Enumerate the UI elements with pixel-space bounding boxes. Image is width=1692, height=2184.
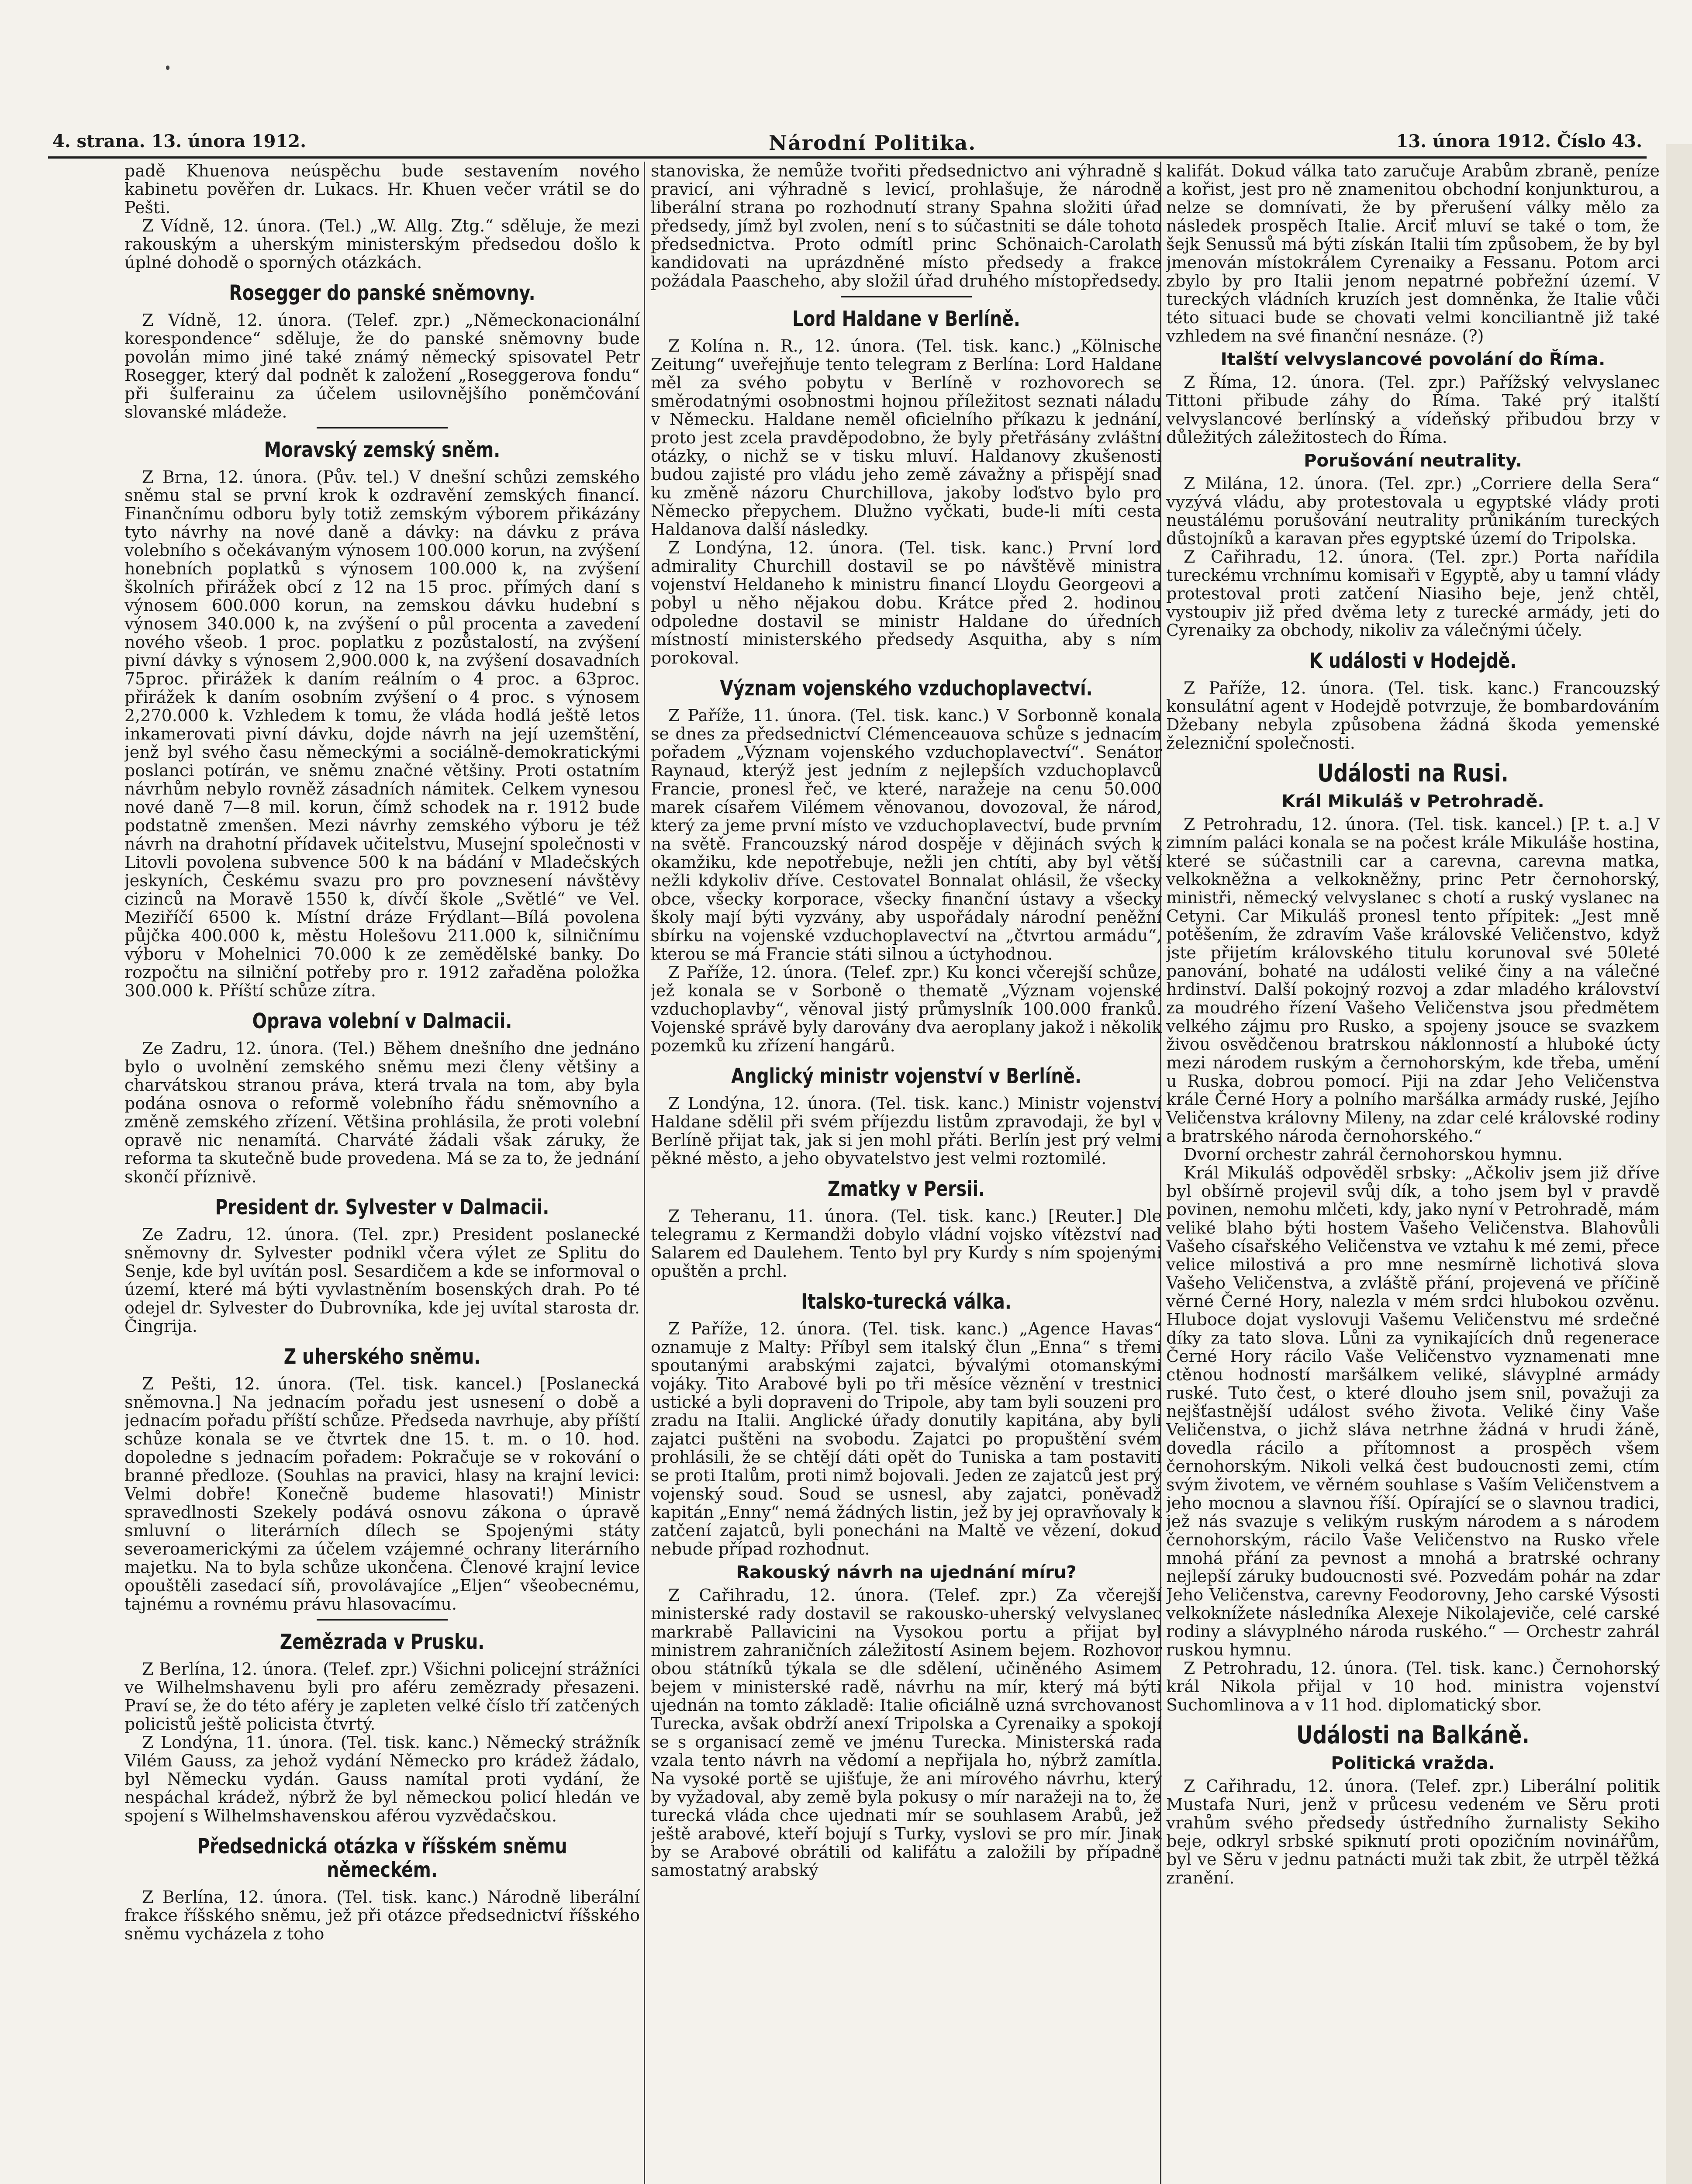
headline: Rosegger do panské sněmovny. — [229, 281, 535, 305]
paragraph: Z Londýna, 11. února. (Tel. tisk. kanc.) Německý strážník Vilém Gauss, za jehož vydání Německo pro krádež žádalo, byl Německu vydán. Gauss namítal proti vydání, že nespáchal krádež, nýbrž že byl německou policí hledán ve spojení s Wilhelmshavenskou aférou vyzvědačskou. — [124, 1733, 640, 1825]
ink-mark — [166, 66, 169, 70]
paragraph: Z Londýna, 12. února. (Tel. tisk. kanc.) První lord admirality Churchill dostavil se po návštěvě ministra vojenství Heldaneho k ministru financí Lloydu Georgeovi a pobyl u něho nějakou dobu. Krátce před 2. hodinou odpoledne dostavil se ministr Haldane do úředních místností ministerského předsedy Asquitha, aby s ním porokoval. — [651, 538, 1162, 667]
headline: Předsednická otázka v říšském sněmu německém. — [197, 1834, 567, 1882]
divider — [317, 1619, 448, 1621]
paragraph: Z Paříže, 12. února. (Telef. zpr.) Ku konci včerejší schůze, jež konala se v Sorboně o thematě „Význam vojenské vzduchoplavby“, věnoval jistý průmyslník 100.000 franků. Vojenské správě byly darovány dva aeroplany jakož i několik pozemků ku zřízení hangárů. — [651, 963, 1162, 1055]
page-edge — [1666, 144, 1692, 2184]
paragraph: Z Cařihradu, 12. února. (Telef. zpr.) Za včerejší ministerské rady dostavil se rakousko-uherský velvyslanec markrabě Pallavicini na Vysokou portu a přijat byl ministrem zahraničních záležitostí Asinem bejem. Rozhovor obou státníků týkala se dle sdělení, učiněného Asimem bejem v ministerské radě, návrhu na mír, který má býti ujednán na tomto základě: Italie oficiálně uzná svrchovanost Turecka, avšak obdrží anexí Tripolska a Cyrenaiky a spokojí se s organisací země ve jménu Turecka. Ministerská rada vzala tento návrh na vědomí a nepřijala ho, nýbrž zamítla. Na vysoké portě se ujišťuje, že ani mírového návrhu, který by vyžadoval, aby země byla pokusy o mír naražeji na to, že turecká vláda chce ujednati mír se souhlasem Arabů, jež ještě arabové, kteří bojují s Turky, vyslovi se pro mír. Jinak by se Arabové obrátili od kalifátu a založili by případně samostatný arabský — [651, 1586, 1162, 1880]
column-3 — [1166, 162, 1660, 2184]
header-rule — [48, 156, 1647, 159]
subheadline: Král Mikuláš v Petrohradě. — [1281, 791, 1544, 812]
subheadline: Rakouský návrh na ujednání míru? — [736, 1562, 1077, 1583]
headline: Anglický ministr vojenství v Berlíně. — [731, 1064, 1081, 1089]
paragraph: Z Říma, 12. února. (Tel. zpr.) Pařížský velvyslanec Tittoni přibude záhy do Říma. Také prý italští velvyslancové berlínský a vídeňský přibudou brzy v důležitých záležitostech do Říma. — [1166, 373, 1660, 447]
headline: Zemězrada v Prusku. — [280, 1630, 485, 1654]
paragraph: Z Kolína n. R., 12. února. (Tel. tisk. kanc.) „Kölnische Zeitung“ uveřejňuje tento telegram z Berlína: Lord Haldane měl za svého pobytu v Berlíně v rozhovorech se směrodatnými osobnostmi hojnou příležitost seznati náladu v Německu. Haldane neměl oficielního příkazu k jednání, proto jest zcela pravděpodobno, že byly přetřásány zvláštní otázky, o nichž se v tisku mluví. Haldanovy zkušenosti budou zajisté pro vládu jeho země závažny a přispějí snad ku změně názoru Churchillova, jakoby loďstvo bylo pro Německo přepychem. Dlužno vyčkati, bude-li míti cesta Haldanova další následky. — [651, 336, 1162, 539]
newspaper-title: Národní Politika. — [769, 131, 977, 155]
paragraph: Z Cařihradu, 12. února. (Tel. zpr.) Porta nařídila tureckému vrchnímu komisaři v Egyptě, aby u tamní vlády protestoval proti zatčení Niasiho beje, jenž chtěl, vystoupiv již před dvěma lety z turecké armády, jeti do Cyrenaiky za obchody, nikoliv za válečnými účely. — [1166, 547, 1660, 640]
header-issue-number: 13. února 1912. Číslo 43. — [1396, 131, 1642, 152]
paragraph: kalifát. Dokud válka tato zaručuje Arabům zbraně, peníze a kořist, jest pro ně znamenitou obchodní konjunkturou, a nelze se domnívati, že by přerušení války mělo za následek prospěch Italie. Arciť mluví se také o tom, že šejk Senussů má býti získán Italii tím způsobem, že by byl jmenován místokrálem Cyrenaiky a Fessanu. Potom arci zbylo by pro Italii jenom nepatrné pobřežní území. V tureckých vládních kruzích jest domněnka, že Italie vůči této situaci bude se chovati velmi konciliantně již také vzhledem na své finanční nesnáze. (?) — [1166, 162, 1660, 346]
headline: President dr. Sylvester v Dalmacii. — [215, 1195, 549, 1220]
paragraph: Z Berlína, 12. února. (Telef. zpr.) Všichni policejní strážníci ve Wilhelmshavenu byli pro aféru zemězrady přesazeni. Praví se, že do této aféry je zapleten velké číslo tří zatčených policistů ještě policista čtvrtý. — [124, 1659, 640, 1734]
subheadline: Politická vražda. — [1331, 1753, 1495, 1773]
paragraph: Z Londýna, 12. února. (Tel. tisk. kanc.) Ministr vojenství Haldane sdělil při svém příjezdu listům zpravodaji, že byl v Berlíně přijat tak, jak si jen mohl přáti. Berlín jest prý velmi pěkné město, a jeho obyvatelstvo jest velmi roztomilé. — [651, 1094, 1162, 1168]
column-1 — [124, 162, 640, 2184]
paragraph: Z Paříže, 12. února. (Tel. tisk. kanc.) Francouzský konsulátní agent v Hodejdě potvrzuje, že bombardováním Džebany nebyla způsobena žádná škoda yemenské železniční společnosti. — [1166, 678, 1660, 753]
column-2 — [651, 162, 1162, 2184]
header-page-date: 4. strana. 13. února 1912. — [52, 131, 307, 152]
paragraph: Z Vídně, 12. února. (Telef. zpr.) „Německonacionální korespondence“ sděluje, že do panské sněmovny bude povolán mimo jiné také známý německý spisovatel Petr Rosegger, který dal podnět k založení „Roseggerova fondu“ při šulferainu za účelem usilovnějšího poněmčování slovanské mládeže. — [124, 311, 640, 422]
paragraph: Z Petrohradu, 12. února. (Tel. tisk. kanc.) Černohorský král Nikola přijal v 10 hod. ministra vojenství Suchomlinova a v 11 hod. diplomatický sbor. — [1166, 1659, 1660, 1714]
paragraph: Ze Zadru, 12. února. (Tel. zpr.) President poslanecké sněmovny dr. Sylvester podnikl včera výlet ze Splitu do Senje, kde byl uvítán posl. Sesardičem a kde se informoval o území, které má býti vyvlastněním bosenských drah. Po té odejel dr. Sylvester do Dubrovníka, kde jej uvítal starosta dr. Čingrija. — [124, 1225, 640, 1336]
subheadline: Porušování neutrality. — [1304, 451, 1522, 471]
paragraph: Ze Zadru, 12. února. (Tel.) Během dnešního dne jednáno bylo o uvolnění zemského sněmu mezi členy většiny a charvátskou stranou práva, která trvala na tom, aby byla podána osnova o reformě volebního řádu sněmovního a změně zemského zřízení. Většina prohlásila, že proti volební opravě nic nenamítá. Charváté žádali však záruky, že reforma ta skutečně bude provedena. Má se za to, že jednání skončí příznivě. — [124, 1039, 640, 1186]
paragraph: Z Paříže, 12. února. (Tel. tisk. kanc.) „Agence Havas“ oznamuje z Malty: Příbyl sem italský člun „Enna“ s třemi spoutanými arabskými zajatci, bývalými otomanskými vojáky. Tito Arabové byli po tři měsíce věznění v trestnici ustické a byli dopraveni do Tripole, aby tam byli souzeni pro zradu na Italii. Anglické úřady donutily kapitána, aby byli zajatci puštěni na svobodu. Zajatci po propuštění svém prohlásili, že se chtějí dáti opět do Tuniska a tam postaviti se proti Italům, proti nimž bojovali. Jeden ze zajatců jest prý vojenský soud. Soud se usnesl, aby zajatci, poněvadž kapitán „Enny“ nemá žádných listin, jež by jej opravňovaly k zatčení zajatců, byli ponecháni na Maltě ve vězení, dokud nebude případ rozhodnut. — [651, 1319, 1162, 1559]
paragraph: Z Berlína, 12. února. (Tel. tisk. kanc.) Národně liberální frakce říšského sněmu, jež při otázce předsednictví říšského sněmu vycházela z toho — [124, 1887, 640, 1943]
paragraph: Z Cařihradu, 12. února. (Telef. zpr.) Liberální politik Mustafa Nuri, jenž v průcesu vedeném ve Sěru proti vrahům svého předsedy ústředního žurnalisty Sekiho beje, odkryl srbské spiknutí proti opozičním novinářům, byl ve Sěru v jednu patnácti muži tak zbit, že utrpěl těžká zranění. — [1166, 1776, 1660, 1887]
paragraph: Král Mikuláš odpověděl srbsky: „Ačkoliv jsem již dříve byl obšírně projevil svůj dík, a toho jsem byl v pravdě povinen, nemohu mlčeti, kdy, jako nyní v Petrohradě, mám veliké blaho býti hostem Vašeho Veličenstva. Blahovůli Vašeho císařského Veličenstva ve vztahu k mé zemi, přece velice milostivá a pro mne nesmírně lichotivá slova Vašeho Veličenstva, a zvláště přání, projevená ve příčině věrné Černé Hory, nalezla v mém srdci hlubokou ozvěnu. Hluboce dojat vyslovuji Vašemu Veličenstvu mé srdečné díky za tato slova. Lůni za vynikajících dnů regenerace Černé Hory rácilo Vaše Veličenstvo vyznamenati mne ctěnou hodností maršálkem veliké, slávyplné armády ruské. Tuto čest, o které dlouho jsem snil, považuji za nejšťastnější událost svého života. Veliké činy Vaše Veličenstva, o jichž sláva netrhne žádná v hrudi žáně, dovedla rácilo a přítomnost a prospěch všem černohorským. Nikoli velká čest budoucnosti zemi, ctím svým životem, ve věrném souhlase s Vaším Veličenstvem a jeho mocnou a slavnou říší. Opírající se o slavnou tradici, jež nás svazuje s velikým ruským národem a s národem černohorským, rácilo Vaše Veličenstvo na Rusko vřele mnohá přání za pevnost a mnohá a bratrské ochrany nejlepší záruky budoucnosti své. Pozvedám pohár na zdar Jeho Veličenstva, carevny Feodorovny, Jeho carské Výsosti velkoknížete následníka Alexeje Nikolajeviče, celé carské rodiny a slávyplného národa ruského.“ — Orchestr zahrál ruskou hymnu. — [1166, 1163, 1660, 1659]
paragraph: Z Brna, 12. února. (Pův. tel.) V dnešní schůzi zemského sněmu stal se první krok k ozdravění zemských financí. Finančnímu odboru byly totiž zemským výborem přikázány tyto návrhy na nové daně a dávky: na dávku z práva volebního s očekávaným výnosem 100.000 korun, na zvýšení honebních poplatků s výnosem 100.000 k, na zvýšení školních přirážek obcí z 12 na 15 proc. přímých daní s výnosem 600.000 korun, na zemskou dávku hudební s výnosem 340.000 k, na zvýšení o půl procenta a zavedení nového všeob. 1 proc. poplatku z pozůstalostí, na zvýšení pivní dávky s výnosem 2,900.000 k, na zvýšení dosavadních 75proc. přirážek k daním reálním o 4 proc. a 63proc. přirážek k daním osobním zvýšení o 4 proc. s výnosem 2,270.000 k. Vzhledem k tomu, že vláda hodlá ještě letos inkamerovati pivní dávku, dojde návrh na její uzemštění, jenž byl svého času německými a sociálně-demokratickými poslanci potírán, ve sněmu značné většiny. Proti ostatním návrhům nebylo rovněž zásadních námitek. Celkem vynesou nové daně 7—8 mil. korun, čímž schodek na r. 1912 bude podstatně zmenšen. Mezi návrhy zemského výboru je též návrh na drahotní přídavek učitelstvu, Musejní společnosti v Litovli povolena subvence 500 k na bádání v Mladečských jeskyních, Českému svazu pro pro povznesení návštěvy cizinců na Moravě 1550 k, dívčí škole „Světlé“ ve Vel. Meziříčí 6500 k. Místní dráze Frýdlant—Bílá povolena půjčka 400.000 k, městu Holešovu 211.000 k, silničnímu výboru v Mohelnici 70.000 k ze zemědělské banky. Do rozpočtu na silniční potřeby pro r. 1912 zařaděna položka 300.000 k. Příští schůze zítra. — [124, 467, 640, 1000]
paragraph: Z Petrohradu, 12. února. (Tel. tisk. kancel.) [P. t. a.] V zimním paláci konala se na počest krále Mikuláše hostina, které se súčastnili car a carevna, carevna matka, velkokněžna a velkokněžny, princ Petr černohorský, ministři, německý velvyslanec s chotí a ruský vyslanec na Cetyni. Car Mikuláš pronesl tento přípitek: „Jest mně potěšením, že zdravím Vaše královské Veličenstvo, když jste přijetím královského titulu korunoval své 50leté panování, bohaté na události veliké činy a na válečné hrdinství. Další pokojný rozvoj a zdar mladého království za moudrého řízení Vašeho Veličenstva jsou předmětem velkého zájmu pro Rusko, a spojeny jsouce se svazkem živou osvědčenou bratrskou náklonností a hluboké úcty mezi národem ruským a černohorským, kde třeba, umění u Ruska, dobrou pomocí. Piji na zdar Jeho Veličenstva krále Černé Hory a polního maršálka armády ruské, Jejího Veličenstva královny Mileny, na zdar celé královské rodiny a bratrského národa černohorského.“ — [1166, 815, 1660, 1146]
headline: Italsko-turecká válka. — [801, 1289, 1012, 1314]
paragraph: padě Khuenova neúspěchu bude sestavením nového kabinetu pověřen dr. Lukacs. Hr. Khuen večer vrátil se do Pešti. — [124, 162, 640, 217]
headline: Lord Haldane v Berlíně. — [792, 307, 1020, 331]
paragraph: Z Milána, 12. února. (Tel. zpr.) „Corriere della Sera“ vyzývá vládu, aby protestovala u egyptské vlády proti neustálému porušování neutrality průnikáním tureckých důstojníků a karavan přes egyptské území do Tripolska. — [1166, 474, 1660, 548]
headline: Moravský zemský sněm. — [264, 438, 501, 462]
headline: Události na Balkáně. — [1296, 1721, 1530, 1749]
divider — [841, 296, 972, 297]
paragraph: Dvorní orchestr zahrál černohorskou hymnu. — [1184, 1145, 1563, 1164]
paragraph: stanoviska, že nemůže tvořiti předsednictvo ani výhradně s pravicí, ani výhradně s levicí, prohlašuje, že národně liberální strana po rozhodnutí strany Spahna složiti úřad předsedy, jímž byl zvolen, není s to súčastniti se dále tohoto předsednictva. Proto odmítl princ Schönaich-Carolath kandidovati na uprázdněné místo předsedy a frakce požádala Paascheho, aby složil úřad druhého místopředsedy. — [651, 162, 1162, 290]
paragraph: Z Pešti, 12. února. (Tel. tisk. kancel.) [Poslanecká sněmovna.] Na jednacím pořadu jest usnesení o době a jednacím pořadu příští schůze. Předseda navrhuje, aby příští schůze konala se ve čtvrtek dne 15. t. m. o 10. hod. dopoledne s jednacím pořadem: Pokračuje se v rokování o branné předloze. (Souhlas na pravici, hlasy na krajní levici: Velmi dobře! Konečně budeme hlasovati!) Ministr spravedlnosti Szekely podává osnovu zákona o úpravě smluvní o literárních dílech se Spojenými státy severoamerickými za účelem vzájemné ochrany literárního majetku. Na to byla schůze ukončena. Členové krajní levice opouštěli zasedací síň, provolávajíce „Eljen“ všeobecnému, tajnému a rovnému právu hlasovacímu. — [124, 1374, 640, 1614]
subheadline: Italští velvyslancové povolání do Říma. — [1220, 349, 1606, 370]
paragraph: Z Paříže, 11. února. (Tel. tisk. kanc.) V Sorbonně konala se dnes za předsednictví Clémenceauova schůze s jednacím pořadem „Význam vojenského vzduchoplavectví“. Senátor Raynaud, kterýž jest jedním z nejlepších vzduchoplavců Francie, pronesl řeč, ve které, naražeje na cenu 50.000 marek císařem Vilémem věnovanou, dovozoval, že národ, který za jeme první místo ve vzduchoplavectví, bude prvním na světě. Francouzský národ dospěje v dějinách svých k okamžiku, kde nepotřebuje, nežli jen chtíti, aby byl větší nežli kdykoliv dříve. Cestovatel Bonnalat ohlásil, že všecky obce, všecky korporace, všecky finanční ústavy a všecky školy mají býti vyzvány, aby uspořádaly národní peněžní sbírku na vojenské vzduchoplavectví na „čtvrtou armádu“, kterou se má Francie státi silnou a úctyhodnou. — [651, 706, 1162, 964]
headline: Z uherského sněmu. — [283, 1344, 481, 1369]
headline: Oprava volební v Dalmacii. — [252, 1009, 512, 1033]
headline: Význam vojenského vzduchoplavectví. — [720, 676, 1093, 701]
divider — [317, 427, 448, 429]
column-separator — [644, 162, 645, 2184]
headline: Zmatky v Persii. — [827, 1177, 985, 1201]
paragraph: Z Teheranu, 11. února. (Tel. tisk. kanc.) [Reuter.] Dle telegramu z Kermandži dobylo vládní vojsko vítězství nad Salarem ed Daulehem. Tento byl pry Kurdy s ním spojenými opuštěn a prchl. — [651, 1206, 1162, 1281]
paragraph: Z Vídně, 12. února. (Tel.) „W. Allg. Ztg.“ sděluje, že mezi rakouským a uherským ministerským předsedou došlo k úplné dohodě o sporných otázkách. — [124, 216, 640, 272]
page-header — [52, 131, 1642, 156]
headline: K události v Hodejdě. — [1309, 649, 1517, 673]
headline: Události na Rusi. — [1317, 759, 1509, 788]
